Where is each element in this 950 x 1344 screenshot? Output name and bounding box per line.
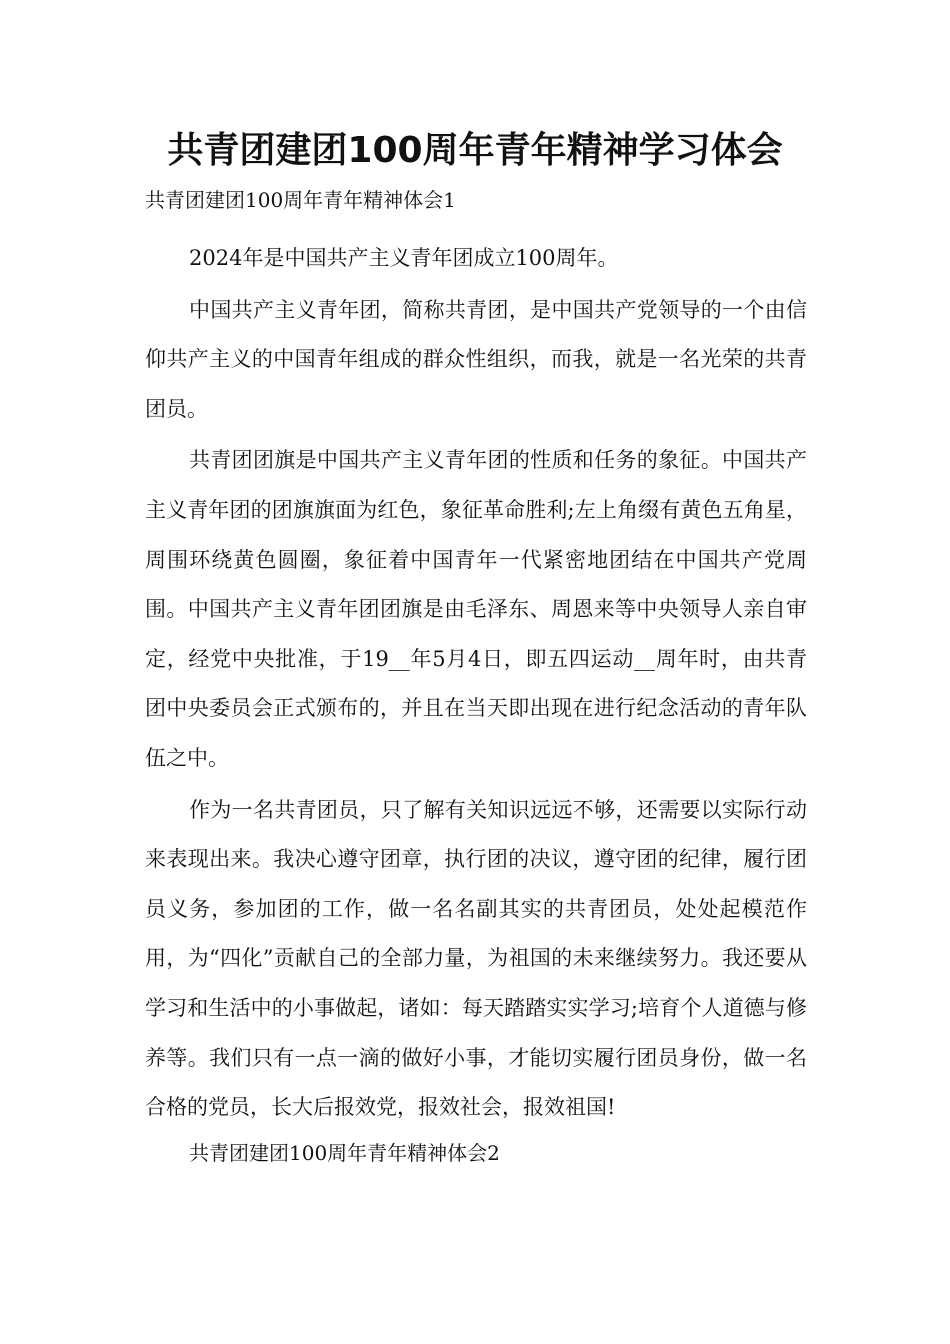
paragraph-4: 作为一名共青团员，只了解有关知识远远不够，还需要以实际行动来表现出来。我决心遵守团章，执行团的决议，遵守团的纪律，履行团员义务，参加团的工作，做一名名副其实的共青团员，处处起模范作用，为“四化”贡献自己的全部力量，为祖国的未来继续努力。我还要从学习和生活中的小事做起，诸如：每天踏踏实实学习;培育个人道德与修养等。我们只有一点一滴的做好小事，才能切实履行团员身份，做一名合格的党员，长大后报效党，报效社会，报效祖国! [145,797,807,1120]
section-heading-2: 共青团建团100周年青年精神体会2 [189,1140,500,1165]
paragraph-3: 共青团团旗是中国共产主义青年团的性质和任务的象征。中国共产主义青年团的团旗旗面为红色，象征革命胜利;左上角缀有黄色五角星，周围环绕黄色圆圈，象征着中国青年一代紧密地团结在中国共产党周围。中国共产主义青年团团旗是由毛泽东、周恩来等中央领导人亲自审定，经党中央批准，于19__年5月4日，即五四运动__周年时，由共青团中央委员会正式颁布的，并且在当天即出现在进行纪念活动的青年队伍之中。 [145,448,807,770]
paragraph-2: 中国共产主义青年团，简称共青团，是中国共产党领导的一个由信仰共产主义的中国青年组成的群众性组织，而我，就是一名光荣的共青团员。 [145,297,807,421]
paragraph-1: 2024年是中国共产主义青年团成立100周年。 [189,246,619,270]
section-heading-1: 共青团建团100周年青年精神体会1 [145,188,456,212]
document-body [145,186,807,1187]
document-title: 共青团建团100周年青年精神学习体会 [167,130,783,171]
